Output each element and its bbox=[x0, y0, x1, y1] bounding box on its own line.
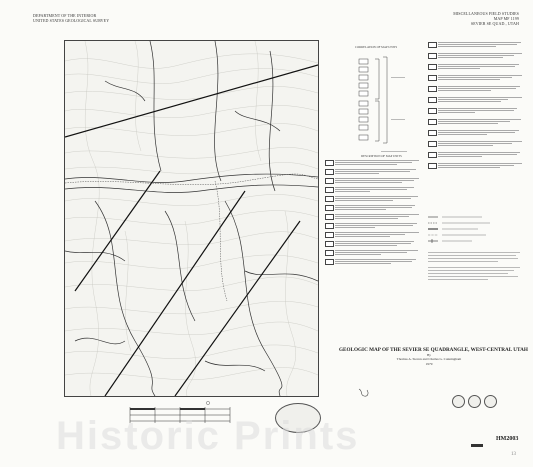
barcode-mark bbox=[471, 444, 483, 447]
unit-row bbox=[428, 152, 523, 161]
agency-logo-1 bbox=[452, 395, 465, 408]
unit-row bbox=[428, 75, 523, 84]
unit-row bbox=[325, 196, 423, 205]
series-line-2: MAP MF 1199 bbox=[493, 16, 519, 21]
geologic-map-drawing bbox=[65, 41, 318, 396]
watermark: Historic Prints bbox=[56, 414, 360, 458]
unit-row bbox=[325, 259, 423, 268]
unit-row bbox=[325, 250, 423, 259]
agency-line-2: UNITED STATES GEOLOGICAL SURVEY bbox=[33, 18, 110, 23]
unit-row bbox=[428, 53, 523, 62]
correlation-title: CORRELATION OF MAP UNITS bbox=[355, 45, 398, 49]
map-legend bbox=[325, 42, 525, 297]
unit-row bbox=[428, 86, 523, 95]
unit-row bbox=[325, 205, 423, 214]
map-title: GEOLOGIC MAP OF THE SEVIER SE QUADRANGLE, WEST-CENTRAL UTAH bbox=[339, 347, 528, 353]
map-year: 1979 bbox=[425, 362, 433, 366]
unit-row bbox=[428, 64, 523, 73]
agency-line-1: DEPARTMENT OF THE INTERIOR bbox=[33, 13, 97, 18]
unit-row bbox=[428, 119, 523, 128]
description-title: DESCRIPTION OF MAP UNITS bbox=[361, 154, 402, 158]
series-header bbox=[453, 11, 519, 26]
series-line-1: MISCELLANEOUS FIELD STUDIES bbox=[453, 11, 519, 16]
series-line-3: SEVIER SE QUAD., UTAH bbox=[470, 21, 519, 26]
unit-row bbox=[428, 42, 523, 51]
correlation-chart bbox=[353, 51, 413, 161]
unit-row bbox=[428, 141, 523, 150]
map-by: By bbox=[427, 353, 431, 357]
unit-row bbox=[325, 187, 423, 196]
agency-logo-3 bbox=[484, 395, 497, 408]
stamp-number: HM2003 bbox=[496, 436, 519, 442]
unit-row bbox=[428, 130, 523, 139]
unit-row bbox=[428, 163, 523, 172]
unit-row bbox=[325, 160, 423, 169]
agency-header bbox=[33, 13, 109, 23]
unit-row bbox=[325, 232, 423, 241]
unit-row bbox=[325, 169, 423, 178]
map-authors: Thomas A. Steven and Charles G. Cunningham bbox=[396, 357, 462, 361]
unit-row bbox=[428, 97, 523, 106]
unit-row bbox=[325, 223, 423, 232]
unit-row bbox=[325, 241, 423, 250]
unit-row bbox=[325, 178, 423, 187]
topographic-contours bbox=[65, 41, 318, 396]
fault-lines bbox=[65, 65, 318, 396]
unit-row bbox=[325, 214, 423, 223]
corner-mark: 13 bbox=[511, 452, 516, 457]
signature-mark bbox=[357, 387, 371, 399]
roads bbox=[65, 174, 318, 301]
agency-logo-2 bbox=[468, 395, 481, 408]
unit-row bbox=[428, 108, 523, 117]
geologic-map[interactable] bbox=[64, 40, 319, 397]
map-symbols-key bbox=[428, 214, 523, 294]
